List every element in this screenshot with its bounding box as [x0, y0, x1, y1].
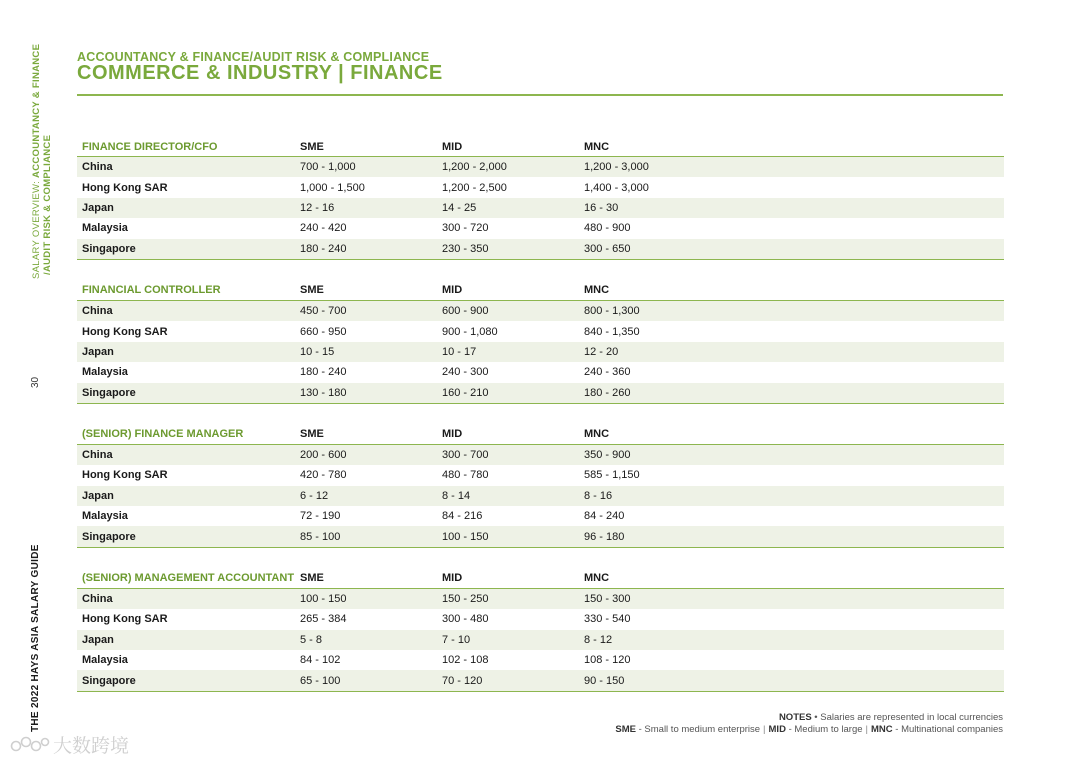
role-title: (SENIOR) FINANCE MANAGER — [77, 425, 300, 445]
column-header: MNC — [584, 569, 1004, 589]
table-row — [77, 177, 1004, 197]
salary-range-cell: 700 - 1,000 — [300, 157, 442, 178]
table-row — [77, 362, 1004, 382]
table-row — [77, 609, 1004, 629]
salary-range-cell: 160 - 210 — [442, 383, 584, 404]
legend-abbr: SME — [615, 723, 636, 735]
side-section-line1: ACCOUNTANCY & FINANCE — [31, 43, 42, 178]
table-row — [77, 300, 1004, 321]
salary-range-cell: 7 - 10 — [442, 630, 584, 650]
watermark-text: 大数跨境 — [53, 735, 130, 757]
salary-range-cell: 200 - 600 — [300, 444, 442, 465]
salary-range-cell: 102 - 108 — [442, 654, 489, 667]
salary-range-cell: 1,200 - 2,500 — [442, 181, 507, 194]
side-section-line2: /AUDIT RISK & COMPLIANCE — [42, 134, 53, 275]
salary-range-cell: 480 - 780 — [442, 469, 489, 482]
salary-range-cell: 240 - 420 — [300, 222, 347, 235]
legend-desc: Multinational companies — [901, 723, 1003, 735]
salary-range-cell: 350 - 900 — [584, 444, 1004, 465]
salary-range-cell: 14 - 25 — [442, 198, 584, 218]
region-label: Singapore — [77, 239, 300, 260]
salary-table — [77, 137, 1004, 260]
salary-table — [77, 569, 1004, 692]
salary-range-cell: 8 - 16 — [584, 486, 1004, 506]
salary-range-cell: 1,200 - 2,000 — [442, 157, 584, 178]
table-row — [77, 218, 1004, 238]
table-row — [77, 157, 1004, 178]
salary-range-cell: 240 - 360 — [584, 366, 631, 379]
legend-abbr: MNC — [870, 723, 893, 735]
salary-range-cell: 300 - 700 — [442, 444, 584, 465]
table-row — [77, 526, 1004, 547]
salary-range-cell: 6 - 12 — [300, 486, 442, 506]
salary-range-cell: 85 - 100 — [300, 526, 442, 547]
table-row — [77, 321, 1004, 341]
salary-range-cell: 600 - 900 — [442, 300, 584, 321]
salary-range-cell: 585 - 1,150 — [584, 469, 640, 482]
region-label: Japan — [77, 486, 300, 506]
salary-range-cell: 65 - 100 — [300, 670, 442, 691]
salary-range-cell: 16 - 30 — [584, 198, 1004, 218]
region-label: Singapore — [77, 383, 300, 404]
table-row — [77, 486, 1004, 506]
salary-range-cell: 12 - 20 — [584, 342, 1004, 362]
region-label: Hong Kong SAR — [82, 181, 168, 194]
salary-range-cell: 420 - 780 — [300, 469, 347, 482]
table-row — [77, 342, 1004, 362]
column-header: MNC — [584, 425, 1004, 445]
salary-range-cell: 1,200 - 3,000 — [584, 157, 1004, 178]
column-header: MID — [442, 281, 584, 301]
salary-range-cell: 300 - 720 — [442, 222, 489, 235]
salary-range-cell: 84 - 240 — [584, 510, 625, 523]
region-label: Malaysia — [82, 222, 128, 235]
column-header: SME — [300, 569, 442, 589]
salary-range-cell: 96 - 180 — [584, 526, 1004, 547]
salary-range-cell: 5 - 8 — [300, 630, 442, 650]
salary-range-cell: 450 - 700 — [300, 300, 442, 321]
region-label: Japan — [77, 630, 300, 650]
table-row — [77, 198, 1004, 218]
salary-range-cell: 240 - 300 — [442, 366, 489, 379]
salary-range-cell: 100 - 150 — [442, 526, 584, 547]
region-label: Malaysia — [82, 366, 128, 379]
column-header: SME — [300, 281, 442, 301]
column-header: MID — [442, 137, 584, 157]
watermark — [10, 731, 129, 758]
role-title: FINANCE DIRECTOR/CFO — [77, 137, 300, 157]
salary-range-cell: 1,400 - 3,000 — [584, 181, 649, 194]
salary-range-cell: 300 - 480 — [442, 613, 489, 626]
salary-range-cell: 180 - 240 — [300, 366, 347, 379]
region-label: China — [77, 157, 300, 178]
region-label: Hong Kong SAR — [82, 325, 168, 338]
region-label: China — [77, 444, 300, 465]
region-label: Singapore — [77, 670, 300, 691]
table-row — [77, 650, 1004, 670]
salary-range-cell: 230 - 350 — [442, 239, 584, 260]
salary-range-cell: 800 - 1,300 — [584, 300, 1004, 321]
salary-table — [77, 281, 1004, 404]
column-header: MNC — [584, 281, 1004, 301]
region-label: Malaysia — [82, 654, 128, 667]
region-label: China — [77, 588, 300, 609]
salary-range-cell: 1,000 - 1,500 — [300, 181, 365, 194]
table-row — [77, 630, 1004, 650]
region-label: Japan — [77, 342, 300, 362]
salary-range-cell: 84 - 216 — [442, 510, 483, 523]
salary-range-cell: 900 - 1,080 — [442, 325, 498, 338]
table-row — [77, 239, 1004, 260]
region-label: China — [77, 300, 300, 321]
salary-range-cell: 180 - 240 — [300, 239, 442, 260]
salary-range-cell: 90 - 150 — [584, 670, 1004, 691]
table-row — [77, 506, 1004, 526]
side-section-prefix: SALARY OVERVIEW: — [31, 177, 42, 279]
legend-abbr: MID — [768, 723, 786, 735]
table-row — [77, 444, 1004, 465]
salary-range-cell: 10 - 15 — [300, 342, 442, 362]
table-row — [77, 670, 1004, 691]
salary-tables — [77, 137, 1004, 713]
salary-range-cell: 300 - 650 — [584, 239, 1004, 260]
table-row — [77, 465, 1004, 485]
salary-range-cell: 330 - 540 — [584, 613, 631, 626]
salary-range-cell: 12 - 16 — [300, 198, 442, 218]
notes-label: NOTES — [778, 712, 812, 723]
salary-table — [77, 425, 1004, 548]
salary-range-cell: 130 - 180 — [300, 383, 442, 404]
region-label: Hong Kong SAR — [82, 613, 168, 626]
watermark-logo-icon — [10, 736, 50, 754]
region-label: Singapore — [77, 526, 300, 547]
salary-range-cell: 70 - 120 — [442, 670, 584, 691]
salary-range-cell: 265 - 384 — [300, 613, 347, 626]
legend-desc: Medium to large — [794, 723, 863, 735]
region-label: Japan — [77, 198, 300, 218]
salary-range-cell: 660 - 950 — [300, 325, 347, 338]
page-eyebrow: ACCOUNTANCY & FINANCE/AUDIT RISK & COMPLIANCE — [77, 50, 430, 64]
salary-range-cell: 10 - 17 — [442, 342, 584, 362]
column-header: MID — [442, 425, 584, 445]
salary-range-cell: 8 - 12 — [584, 630, 1004, 650]
salary-range-cell: 8 - 14 — [442, 486, 584, 506]
salary-range-cell: 108 - 120 — [584, 654, 631, 667]
legend-separator: | — [763, 723, 766, 735]
role-title: (SENIOR) MANAGEMENT ACCOUNTANT — [77, 569, 300, 589]
salary-range-cell: 84 - 102 — [300, 654, 341, 667]
column-header: SME — [300, 425, 442, 445]
salary-range-cell: 180 - 260 — [584, 383, 1004, 404]
salary-range-cell: 72 - 190 — [300, 510, 341, 523]
region-label: Hong Kong SAR — [82, 469, 168, 482]
salary-range-cell: 840 - 1,350 — [584, 325, 640, 338]
table-row — [77, 383, 1004, 404]
column-header: MNC — [584, 137, 1004, 157]
legend-separator: | — [865, 723, 868, 735]
table-row — [77, 588, 1004, 609]
column-header: MID — [442, 569, 584, 589]
salary-range-cell: 480 - 900 — [584, 222, 631, 235]
column-header: SME — [300, 137, 442, 157]
salary-range-cell: 150 - 250 — [442, 588, 584, 609]
header-divider — [77, 94, 1003, 96]
notes-text: Salaries are represented in local currencies — [820, 712, 1003, 723]
page-title: COMMERCE & INDUSTRY | FINANCE — [77, 62, 443, 84]
abbreviation-legend: SME - Small to medium enterprise | MID - Medium to large | MNC - Multinational companies — [615, 723, 1003, 735]
legend-desc: Small to medium enterprise — [644, 723, 761, 735]
role-title: FINANCIAL CONTROLLER — [77, 281, 300, 301]
region-label: Malaysia — [82, 510, 128, 523]
notes: NOTES • Salaries are represented in local currencies SME - Small to medium enterprise | MID - Medium to large | MNC - Multinational companies — [615, 712, 1003, 735]
salary-range-cell: 100 - 150 — [300, 588, 442, 609]
salary-range-cell: 150 - 300 — [584, 588, 1004, 609]
